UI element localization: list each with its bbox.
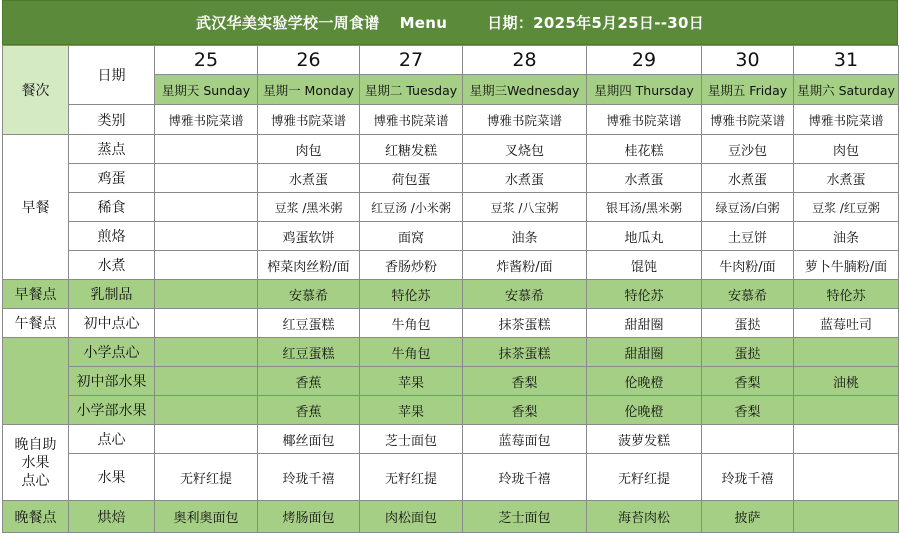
- menu-cell: 玲珑千禧: [702, 454, 794, 501]
- menu-cell: [155, 367, 258, 396]
- breakfast-row: [3, 164, 899, 193]
- menu-cell: 绿豆汤/白粥: [702, 193, 794, 222]
- day-number: 28: [463, 46, 587, 75]
- menu-cell: 红糖发糕: [360, 135, 463, 164]
- item-label: 烘焙: [69, 501, 155, 533]
- breakfast-row: [3, 251, 899, 280]
- breakfast-row: [3, 135, 899, 164]
- menu-cell: 红豆汤 /小米粥: [360, 193, 463, 222]
- evening-label-line: 点心: [21, 472, 50, 489]
- menu-cell: 安慕希: [463, 280, 587, 309]
- menu-cell: 蛋挞: [702, 338, 794, 367]
- menu-cell: 牛肉粉/面: [702, 251, 794, 280]
- afternoon-group-label: [3, 338, 69, 425]
- breakfast-snack-label: 早餐点: [3, 280, 69, 309]
- menu-cell: [155, 222, 258, 251]
- evening-row: [3, 425, 899, 454]
- weekday-label: 星期六 Saturday: [794, 75, 899, 105]
- afternoon-row: [3, 338, 899, 367]
- category-cell: 博雅书院菜谱: [258, 105, 360, 135]
- menu-cell: 豆浆 /八宝粥: [463, 193, 587, 222]
- menu-cell: 苹果: [360, 396, 463, 425]
- school-title: 武汉华美实验学校一周食谱: [195, 14, 380, 32]
- category-cell: 博雅书院菜谱: [587, 105, 702, 135]
- menu-cell: 水煮蛋: [463, 164, 587, 193]
- menu-cell: 馄饨: [587, 251, 702, 280]
- menu-cell: 椰丝面包: [258, 425, 360, 454]
- menu-cell: 芝士面包: [463, 501, 587, 533]
- title-bar: [2, 0, 898, 45]
- item-label: 蒸点: [69, 135, 155, 164]
- menu-cell: 苹果: [360, 367, 463, 396]
- menu-cell: [155, 251, 258, 280]
- menu-cell: 地瓜丸: [587, 222, 702, 251]
- menu-cell: 香梨: [463, 396, 587, 425]
- item-label: 点心: [69, 425, 155, 454]
- menu-cell: 荷包蛋: [360, 164, 463, 193]
- date-label: 日期: [69, 46, 155, 105]
- evening-label-line: 晚自助: [14, 436, 57, 453]
- menu-cell: [155, 280, 258, 309]
- header-row-days: [3, 46, 899, 75]
- menu-cell: [155, 425, 258, 454]
- breakfast-row: [3, 222, 899, 251]
- menu-cell: 安慕希: [258, 280, 360, 309]
- item-label: 水果: [69, 454, 155, 501]
- menu-cell: 伦晚橙: [587, 396, 702, 425]
- menu-cell: 豆浆 /红豆粥: [794, 193, 899, 222]
- dinner-snack-label: 晚餐点: [3, 501, 69, 533]
- menu-cell: [155, 164, 258, 193]
- menu-cell: 牛角包: [360, 338, 463, 367]
- menu-cell: 特伦苏: [587, 280, 702, 309]
- menu-cell: 披萨: [702, 501, 794, 533]
- menu-cell: 安慕希: [702, 280, 794, 309]
- menu-cell: 肉松面包: [360, 501, 463, 533]
- item-label: 初中点心: [69, 309, 155, 338]
- item-label: 稀食: [69, 193, 155, 222]
- menu-cell: 特伦苏: [360, 280, 463, 309]
- evening-self-label: [3, 425, 69, 501]
- menu-cell: 海苔肉松: [587, 501, 702, 533]
- menu-document: [2, 0, 898, 533]
- item-label: 煎烙: [69, 222, 155, 251]
- menu-cell: 炸酱粉/面: [463, 251, 587, 280]
- item-label: 初中部水果: [69, 367, 155, 396]
- day-number: 25: [155, 46, 258, 75]
- menu-cell: [155, 193, 258, 222]
- header-row-category: [3, 105, 899, 135]
- breakfast-snack-row: [3, 280, 899, 309]
- item-label: 小学点心: [69, 338, 155, 367]
- item-label: 鸡蛋: [69, 164, 155, 193]
- menu-cell: 红豆蛋糕: [258, 309, 360, 338]
- day-number: 27: [360, 46, 463, 75]
- item-label: 乳制品: [69, 280, 155, 309]
- menu-cell: 香肠炒粉: [360, 251, 463, 280]
- menu-table: [2, 45, 899, 533]
- weekday-label: 星期五 Friday: [702, 75, 794, 105]
- menu-cell: 土豆饼: [702, 222, 794, 251]
- weekday-label: 星期三Wednesday: [463, 75, 587, 105]
- evening-row: [3, 454, 899, 501]
- menu-cell: 面窝: [360, 222, 463, 251]
- menu-cell: 牛角包: [360, 309, 463, 338]
- menu-cell: 伦晚橙: [587, 367, 702, 396]
- menu-cell: 水煮蛋: [702, 164, 794, 193]
- day-number: 29: [587, 46, 702, 75]
- menu-cell: 香梨: [702, 396, 794, 425]
- menu-cell: 香梨: [702, 367, 794, 396]
- lunch-snack-label: 午餐点: [3, 309, 69, 338]
- menu-cell: 肉包: [258, 135, 360, 164]
- menu-cell: 油条: [463, 222, 587, 251]
- category-cell: 博雅书院菜谱: [794, 105, 899, 135]
- dinner-snack-row: [3, 501, 899, 533]
- menu-cell: 油条: [794, 222, 899, 251]
- date-range: 日期：2025年5月25日--30日: [487, 14, 705, 32]
- menu-cell: [702, 425, 794, 454]
- lunch-snack-row: [3, 309, 899, 338]
- day-number: 31: [794, 46, 899, 75]
- menu-cell: 红豆蛋糕: [258, 338, 360, 367]
- menu-cell: 油桃: [794, 367, 899, 396]
- menu-cell: [155, 338, 258, 367]
- item-label: 水煮: [69, 251, 155, 280]
- menu-cell: [794, 338, 899, 367]
- menu-cell: 水煮蛋: [258, 164, 360, 193]
- menu-cell: 银耳汤/黑米粥: [587, 193, 702, 222]
- menu-cell: 蛋挞: [702, 309, 794, 338]
- menu-cell: 玲珑千禧: [463, 454, 587, 501]
- menu-cell: 榨菜肉丝粉/面: [258, 251, 360, 280]
- menu-cell: [794, 454, 899, 501]
- category-label: 类别: [69, 105, 155, 135]
- menu-cell: 甜甜圈: [587, 309, 702, 338]
- evening-label-line: 水果: [21, 454, 50, 471]
- menu-title: Menu: [399, 13, 448, 32]
- menu-cell: 芝士面包: [360, 425, 463, 454]
- weekday-label: 星期四 Thursday: [587, 75, 702, 105]
- menu-cell: 豆沙包: [702, 135, 794, 164]
- afternoon-row: [3, 367, 899, 396]
- menu-cell: 水煮蛋: [794, 164, 899, 193]
- menu-cell: 抹茶蛋糕: [463, 338, 587, 367]
- menu-cell: [794, 396, 899, 425]
- menu-cell: 豆浆 /黑米粥: [258, 193, 360, 222]
- weekday-label: 星期二 Tuesday: [360, 75, 463, 105]
- menu-cell: 肉包: [794, 135, 899, 164]
- weekday-label: 星期一 Monday: [258, 75, 360, 105]
- item-label: 小学部水果: [69, 396, 155, 425]
- menu-cell: 无籽红提: [587, 454, 702, 501]
- menu-cell: 香梨: [463, 367, 587, 396]
- menu-cell: 奥利奥面包: [155, 501, 258, 533]
- menu-cell: [155, 309, 258, 338]
- menu-cell: [794, 501, 899, 533]
- menu-cell: 玲珑千禧: [258, 454, 360, 501]
- menu-cell: [155, 396, 258, 425]
- category-cell: 博雅书院菜谱: [702, 105, 794, 135]
- menu-cell: [155, 135, 258, 164]
- menu-cell: 香蕉: [258, 396, 360, 425]
- menu-cell: 无籽红提: [360, 454, 463, 501]
- menu-cell: 鸡蛋软饼: [258, 222, 360, 251]
- menu-cell: 菠萝发糕: [587, 425, 702, 454]
- menu-cell: 桂花糕: [587, 135, 702, 164]
- menu-cell: 水煮蛋: [587, 164, 702, 193]
- weekday-label: 星期天 Sunday: [155, 75, 258, 105]
- day-number: 30: [702, 46, 794, 75]
- menu-cell: 香蕉: [258, 367, 360, 396]
- menu-cell: [794, 425, 899, 454]
- menu-cell: 特伦苏: [794, 280, 899, 309]
- category-cell: 博雅书院菜谱: [360, 105, 463, 135]
- category-cell: 博雅书院菜谱: [463, 105, 587, 135]
- menu-cell: 叉烧包: [463, 135, 587, 164]
- breakfast-row: [3, 193, 899, 222]
- afternoon-row: [3, 396, 899, 425]
- menu-cell: 甜甜圈: [587, 338, 702, 367]
- day-number: 26: [258, 46, 360, 75]
- menu-cell: 蓝莓吐司: [794, 309, 899, 338]
- menu-cell: 萝卜牛腩粉/面: [794, 251, 899, 280]
- category-cell: 博雅书院菜谱: [155, 105, 258, 135]
- menu-cell: 蓝莓面包: [463, 425, 587, 454]
- breakfast-label: 早餐: [3, 135, 69, 280]
- meal-label: 餐次: [3, 46, 69, 135]
- menu-cell: 抹茶蛋糕: [463, 309, 587, 338]
- menu-cell: 烤肠面包: [258, 501, 360, 533]
- menu-cell: 无籽红提: [155, 454, 258, 501]
